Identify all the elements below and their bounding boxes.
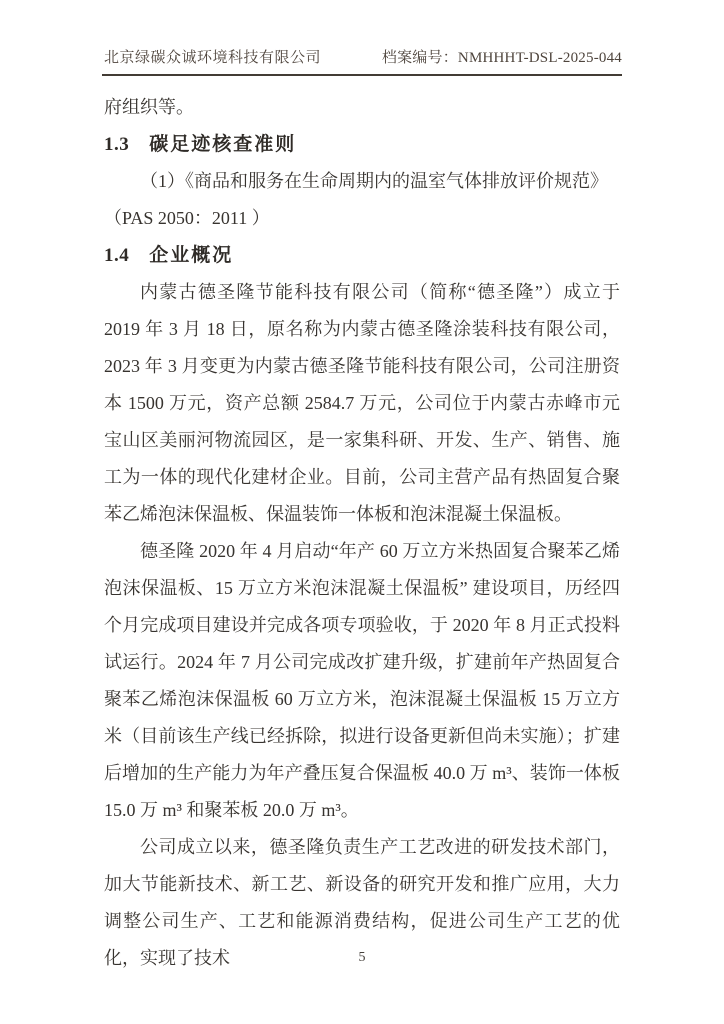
section-1-4-number: 1.4 <box>104 245 130 266</box>
header-rule <box>102 74 622 76</box>
company-overview-paragraph-3: 公司成立以来，德圣隆负责生产工艺改进的研发技术部门，加大节能新技术、新工艺、新设备的研究开发和推广应用，大力调整公司生产、工艺和能源消费结构，促进公司生产工艺的优化，实现了技术 <box>104 837 620 968</box>
page-number: 5 <box>358 950 366 965</box>
section-1-3-title: 碳足迹核查准则 <box>149 134 297 155</box>
company-overview-paragraph-1: 内蒙古德圣隆节能科技有限公司（简称“德圣隆”）成立于 2019 年 3 月 18 日，原名称为内蒙古德圣隆涂装科技有限公司，2023 年 3 月变更为内蒙古德圣隆节能科技有限公司，公司注册资本 1500 万元，资产总额 2584.7 万元，公司位于内蒙古赤峰市元宝山区美丽河物流园区，是一家集科研、开发、生产、销售、施工为一体的现代化建材企业。目前，公司主营产品有热固复合聚苯乙烯泡沫保温板、保温装饰一体板和泡沫混凝土保温板。 <box>104 282 620 524</box>
section-1-4-title: 企业概况 <box>149 245 234 266</box>
header-company-name: 北京绿碳众诚环境科技有限公司 <box>104 50 322 66</box>
section-1-4-heading <box>104 237 620 274</box>
section-1-3-number: 1.3 <box>104 134 130 155</box>
criteria-item-line-2: （PAS 2050：2011 ） <box>104 208 270 228</box>
section-1-3-heading <box>104 126 620 163</box>
page-footer <box>0 950 724 966</box>
archive-number: NMHHHT-DSL-2025-044 <box>457 50 622 66</box>
page-header <box>104 46 622 67</box>
carryover-paragraph: 府组织等。 <box>104 97 194 117</box>
header-archive <box>382 46 622 67</box>
company-overview-paragraph-2: 德圣隆 2020 年 4 月启动“年产 60 万立方米热固复合聚苯乙烯泡沫保温板、15 万立方米泡沫混凝土保温板” 建设项目，历经四个月完成项目建设并完成各项专项验收，于 2020 年 8 月正式投料试运行。2024 年 7 月公司完成改扩建升级，扩建前年产热固复合聚苯乙烯泡沫保温板 60 万立方米，泡沫混凝土保温板 15 万立方米（目前该生产线已经拆除，拟进行设备更新但尚未实施）；扩建后增加的生产能力为年产叠压复合保温板 40.0 万 m³、装饰一体板 15.0 万 m³ 和聚苯板 20.0 万 m³。 <box>104 541 620 820</box>
archive-label: 档案编号： <box>381 50 458 66</box>
criteria-item-line-1: （1）《商品和服务在生命周期内的温室气体排放评价规范》 <box>140 171 608 191</box>
document-body <box>104 89 620 977</box>
